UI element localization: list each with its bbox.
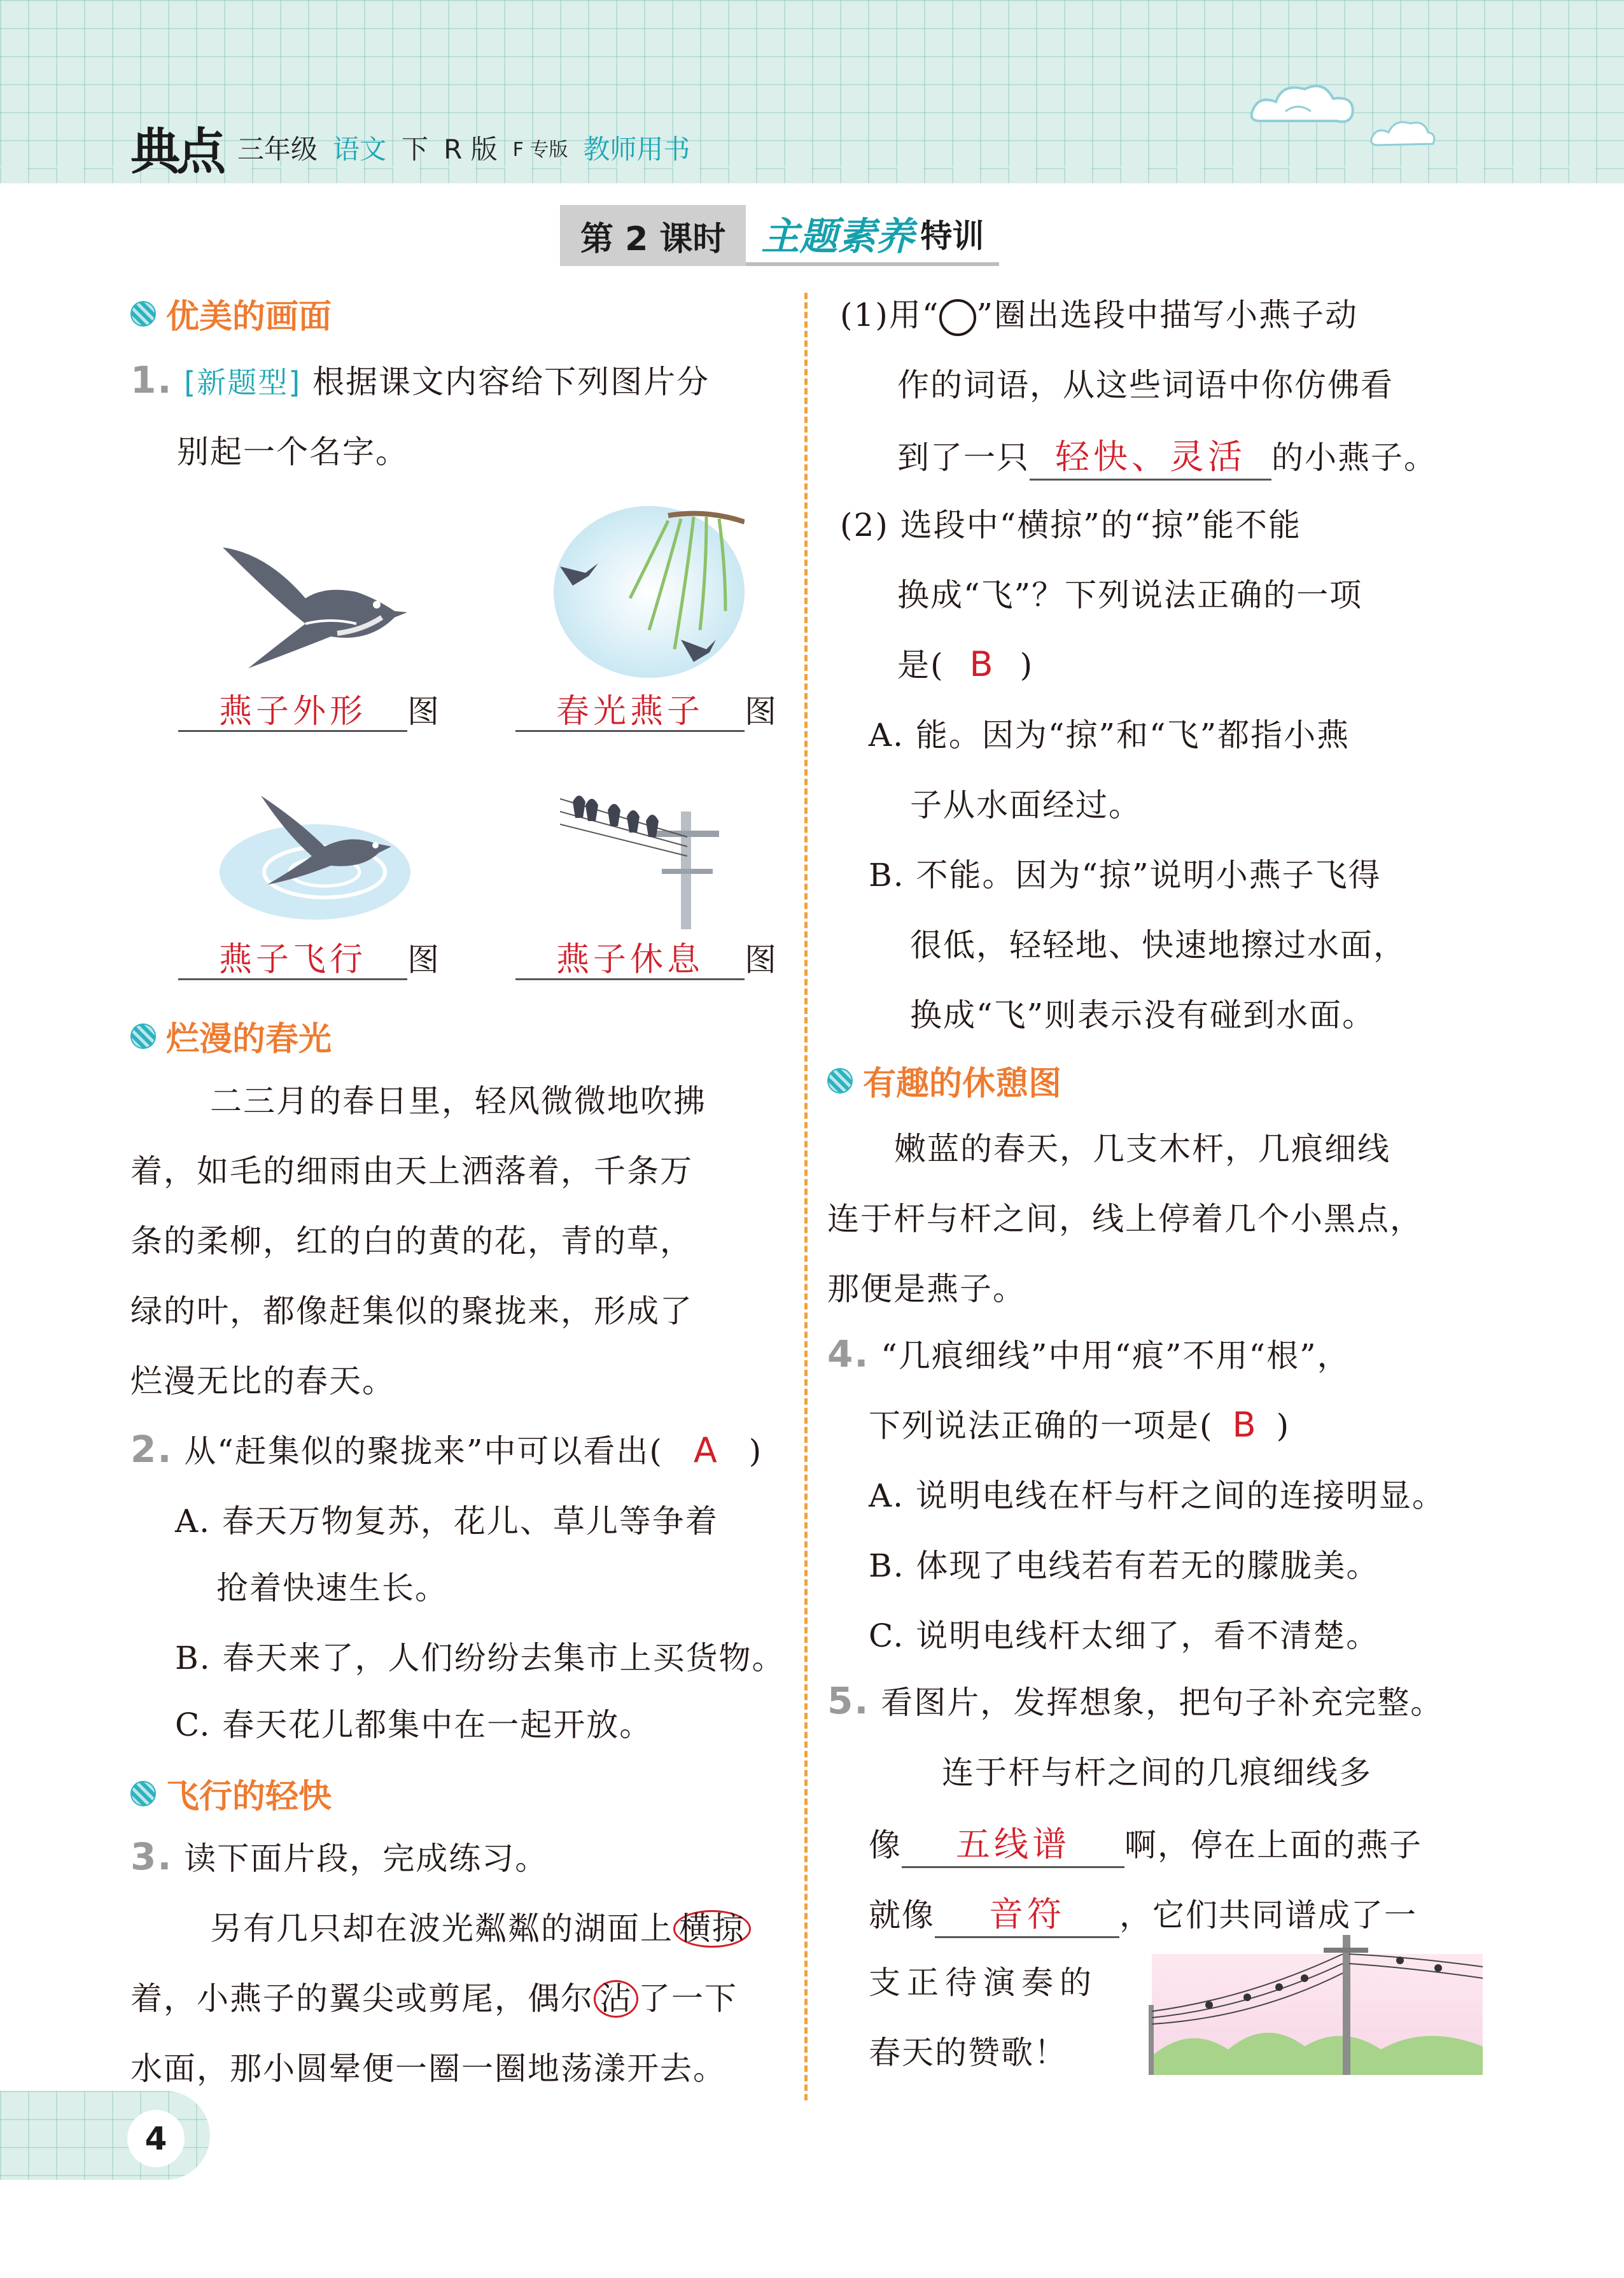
q4-option-c: C. 说明电线杆太细了，看不清楚。: [869, 1617, 1380, 1654]
q1-caption-4: 燕子休息 图: [515, 932, 776, 980]
q3-sub2-line-1: (2) 选段中“横掠”的“掠”能不能: [840, 507, 1301, 544]
column-divider: [804, 293, 808, 2100]
section-heading-1: 优美的画面: [130, 290, 332, 337]
q3-option-b-1: B. 不能。因为“掠”说明小燕子飞得: [869, 857, 1382, 894]
q1-answer-2: 春光燕子: [556, 693, 704, 731]
q1-caption-1: 燕子外形 图: [178, 684, 439, 732]
q1-line-2: 别起一个名字。: [177, 433, 409, 470]
section-heading-3: 飞行的轻快: [130, 1769, 332, 1817]
q2-answer: A: [693, 1430, 718, 1470]
section-heading-2: 烂漫的春光: [130, 1012, 332, 1060]
swallow-flying-picture: [216, 783, 414, 923]
circled-word-henglue: 横掠: [673, 1910, 751, 1948]
q1-caption-2: 春光燕子 图: [515, 684, 776, 732]
page-number: 4: [127, 2110, 185, 2167]
lesson-number: 第 2 课时: [560, 205, 746, 266]
lesson-theme: 主题素养: [761, 214, 914, 259]
q2-option-a-1: A. 春天万物复苏，花儿、草儿等争着: [175, 1503, 718, 1540]
q3-stem: 3. 读下面片段，完成练习。: [130, 1835, 549, 1878]
passage1-line-1: 二三月的春日里，轻风微微地吹拂: [210, 1083, 706, 1120]
q3-sub1-line-2: 作的词语，从这些词语中你仿佛看: [897, 367, 1394, 404]
q5-line-3: 就像 音符 ，它们共同谱成了一: [869, 1887, 1417, 1938]
q3-number: 3.: [130, 1835, 173, 1878]
q2-option-a-2: 抢着快速生长。: [216, 1570, 448, 1607]
q4-line-2: 下列说法正确的一项是( B ): [869, 1405, 1291, 1445]
q3-sub1-line-3: 到了一只 轻快、灵活 的小燕子。: [897, 430, 1437, 481]
passage2-line-3: 那便是燕子。: [827, 1270, 1026, 1307]
passage1-line-3: 条的柔柳，红的白的黄的花，青的草，: [130, 1223, 693, 1260]
q5-answer-1: 五线谱: [956, 1824, 1070, 1864]
q5-stem: 5. 看图片，发挥想象，把句子补充完整。: [827, 1679, 1444, 1722]
passage2-line-2: 连于杆与杆之间，线上停着几个小黑点，: [827, 1200, 1423, 1237]
q2-option-c: C. 春天花儿都集中在一起开放。: [175, 1706, 653, 1743]
q4-option-a: A. 说明电线在杆与杆之间的连接明显。: [869, 1477, 1445, 1514]
spring-swallow-picture: [554, 503, 745, 681]
passage1-line-5: 烂漫无比的春天。: [130, 1363, 395, 1400]
q5-line-4: 支正待演奏的: [869, 1964, 1098, 2001]
swallows-on-wires-picture: [1139, 1929, 1489, 2075]
q3-sub2-line-3: 是( B ): [897, 644, 1034, 684]
passage1-line-4: 绿的叶，都像赶集似的聚拢来，形成了: [130, 1293, 693, 1330]
q3-option-a-2: 子从水面经过。: [910, 787, 1142, 824]
q3-option-b-3: 换成“飞”则表示没有碰到水面。: [910, 997, 1376, 1034]
q1-line-1: 1. [新题型] 根据课文内容给下列图片分: [130, 358, 710, 402]
section-bullet-icon: [130, 301, 156, 327]
swallows-resting-picture: [560, 773, 732, 929]
brand-logo: 典点: [130, 123, 223, 181]
q4-option-b: B. 体现了电线若有若无的朦胧美。: [869, 1547, 1380, 1584]
q3-sub2-line-2: 换成“飞”？下列说法正确的一项: [897, 577, 1363, 614]
section-bullet-icon: [130, 1781, 156, 1806]
special-edition-label: F 专版: [512, 139, 568, 161]
q1-answer-1: 燕子外形: [218, 693, 367, 731]
circled-word-zhan: 沾: [594, 1980, 638, 2018]
new-question-tag: [新题型]: [184, 365, 302, 400]
grade-label: 三年级: [237, 134, 318, 165]
section-heading-4: 有趣的休憩图: [827, 1057, 1061, 1104]
q3-option-a-1: A. 能。因为“掠”和“飞”都指小燕: [869, 717, 1350, 754]
q4-line-1: 4. “几痕细线”中用“痕”不用“根”，: [827, 1332, 1350, 1375]
q3-sub2-answer: B: [969, 644, 995, 684]
subject-label: 语文: [333, 134, 387, 165]
passage2-line-1: 嫩蓝的春天，几支木杆，几痕细线: [894, 1130, 1390, 1167]
lesson-theme-box: [746, 205, 999, 266]
q5-line-2: 像 五线谱 啊，停在上面的燕子: [869, 1817, 1422, 1868]
q1-answer-3: 燕子飞行: [218, 941, 367, 979]
q1-caption-3: 燕子飞行 图: [178, 932, 439, 980]
q5-number: 5.: [827, 1679, 870, 1722]
edition-label: R 版: [444, 134, 498, 165]
lesson-suffix: 特训: [920, 218, 984, 255]
book-brand: [130, 120, 690, 181]
cloud-icon: [1368, 115, 1438, 153]
cloud-icon: [1247, 76, 1362, 134]
q1-number: 1.: [130, 358, 173, 402]
section-bullet-icon: [130, 1023, 156, 1049]
volume-label: 下: [402, 134, 429, 165]
q5-line-1: 连于杆与杆之间的几痕细线多: [942, 1754, 1372, 1791]
book-type-label: 教师用书: [583, 134, 690, 165]
q2-stem: 2. 从“赶集似的聚拢来”中可以看出( A ): [130, 1428, 763, 1471]
q3-passage-line-2: 着，小燕子的翼尖或剪尾，偶尔 沾 了一下: [130, 1980, 738, 2017]
q2-number: 2.: [130, 1428, 173, 1471]
q4-answer: B: [1232, 1405, 1257, 1445]
q5-line-5: 春天的赞歌！: [869, 2034, 1067, 2071]
passage1-line-2: 着，如毛的细雨由天上洒落着，千条万: [130, 1153, 693, 1190]
q3-passage-line-3: 水面，那小圆晕便一圈一圈地荡漾开去。: [130, 2050, 726, 2087]
circle-symbol-icon: [939, 299, 976, 336]
section-bullet-icon: [827, 1068, 853, 1093]
q2-option-b: B. 春天来了，人们纷纷去集市上买货物。: [175, 1640, 785, 1677]
q4-number: 4.: [827, 1332, 870, 1375]
q3-sub1-answer: 轻快、灵活: [1055, 437, 1246, 477]
q3-sub1-line-1: (1)用“ ”圈出选段中描写小燕子动: [840, 290, 1358, 336]
q5-answer-2: 音符: [989, 1894, 1065, 1934]
lesson-title: [560, 205, 999, 266]
q3-passage-line-1: 另有几只却在波光粼粼的湖面上 横掠: [210, 1903, 751, 1949]
q3-option-b-2: 很低，轻轻地、快速地擦过水面，: [910, 927, 1406, 964]
swallow-shape-picture: [210, 522, 414, 668]
q1-answer-4: 燕子休息: [556, 941, 704, 979]
